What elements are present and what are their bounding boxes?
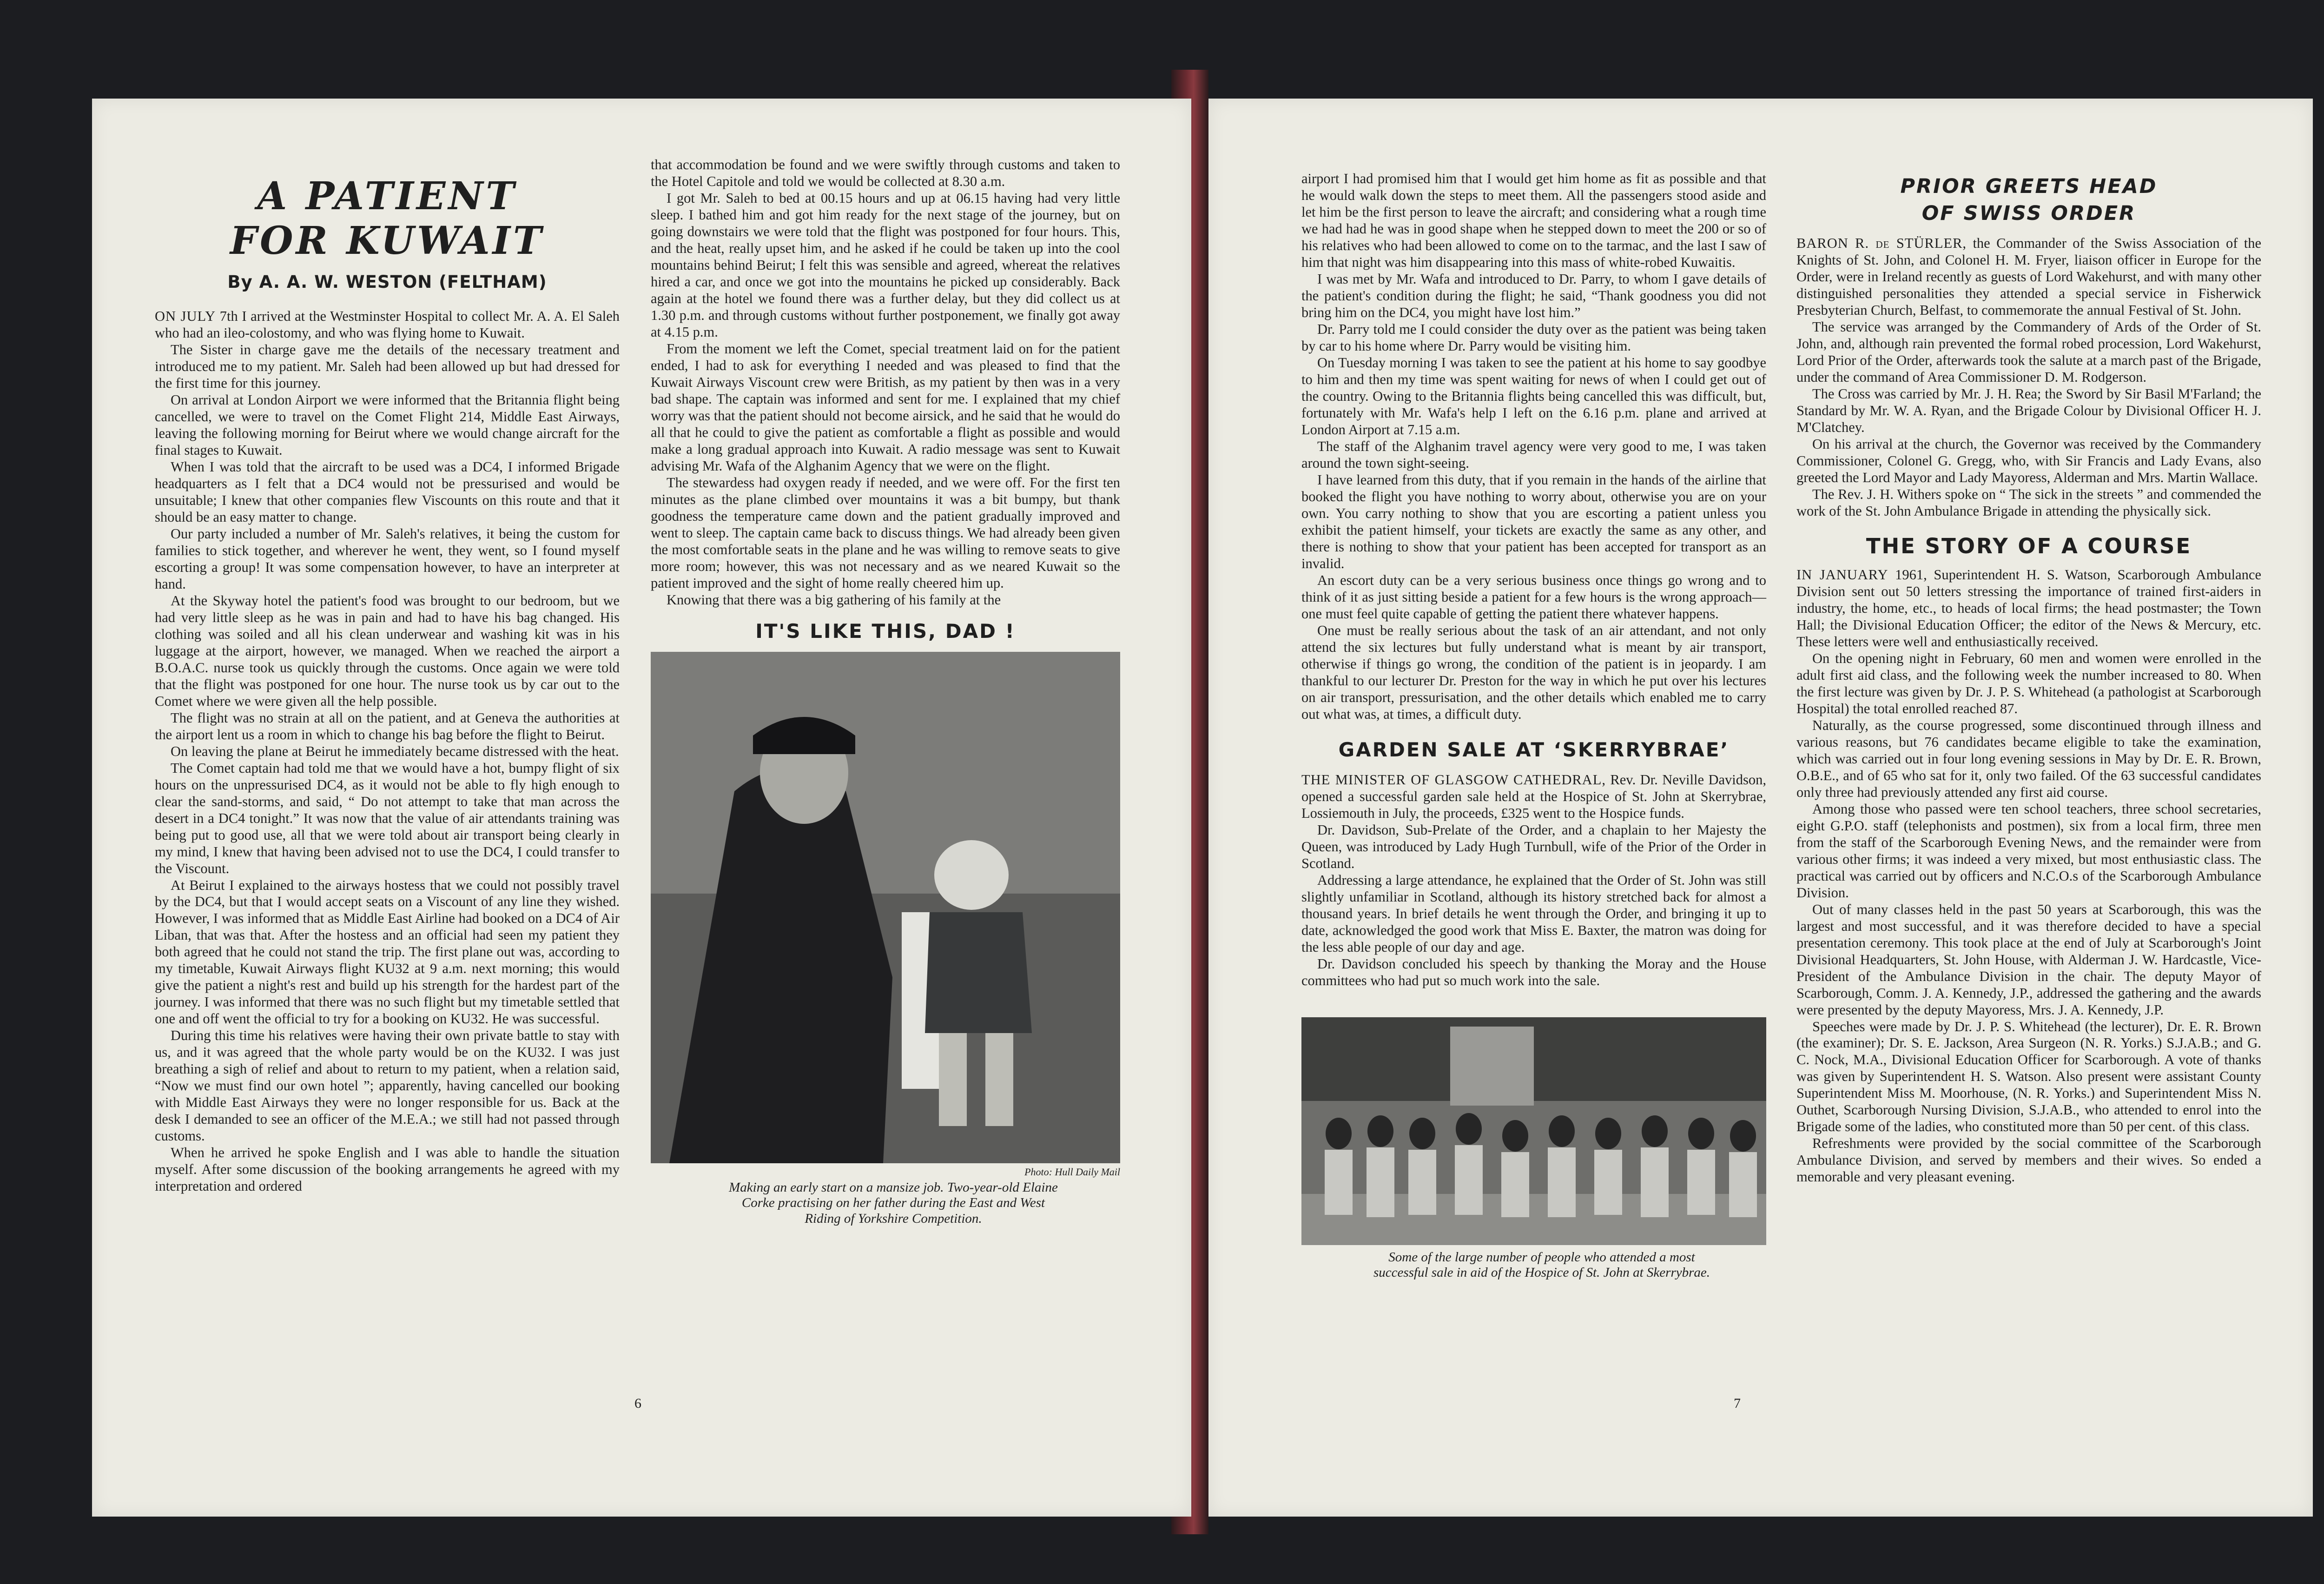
paragraph: I was met by Mr. Wafa and introduced to Dr. Parry, to whom I gave details of the patient's condition during the flight; he said, “Thank goodness you did not bring him on the DC4, you might have lost him.”	[1301, 271, 1766, 320]
paragraph: Dr. Davidson, Sub-Prelate of the Order, and a chaplain to her Majesty the Queen, was introduced by Lady Hugh Turnbull, wife of the Prior of the Order in Scotland.	[1301, 822, 1766, 871]
paragraph: Dr. Davidson concluded his speech by thanking the Moray and the House committees who had put so much work into the sale.	[1301, 955, 1766, 988]
paragraph: Dr. Parry told me I could consider the duty over as the patient was being taken by car to his home where Dr. Parry would be visiting him.	[1301, 321, 1766, 354]
article-title-line1: A PATIENT	[257, 174, 517, 219]
paragraph: During this time his relatives were having their own private battle to stay with us, and it was agreed that the whole party would be on the KU32. I was just breathing a sigh of relief and about to return to my patient, when a relation said, “Now we must find our own hotel ”; apparently, having cancelled our booking with Middle East Airways they were no longer responsible for us. Back at the desk I demanded to see an officer of the M.E.A.; we still had not passed through customs.	[155, 1027, 620, 1144]
lead-smallcaps: THE MINISTER OF GLASGOW CATHEDRAL,	[1301, 772, 1606, 788]
paragraph: An escort duty can be a very serious business once things go wrong and to think of it as just sitting beside a patient for a few hours is the wrong approach—one must feel quite capable of getting the patient there whatever happens.	[1301, 572, 1766, 622]
paragraph: Out of many classes held in the past 50 years at Scarborough, this was the largest and most successful, and it was therefore decided to have a special presentation ceremony. This took place at the end of July at Scarborough's Joint Divisional Headquarters, St. John House, with Alderman J. W. Hardcastle, Vice-President of the Ambulance Division in the chair. The deputy Mayor of Scarborough, Comm. J. A. Kennedy, J.P., addressed the gathering and the awards were presented by the deputy Mayoress, Mrs. J. A. Kennedy, J.P.	[1796, 901, 2261, 1018]
garden-photo-caption-line2: successful sale in aid of the Hospice of St. John at Skerrybrae.	[1373, 1265, 1710, 1280]
paragraph: One must be really serious about the task of an air attendant, and not only attend the six lectures but fully understand what is meant by air transport, otherwise if things go wrong, the condition of the patient is in jeopardy. I am thankful to our lecturer Dr. Preston for the way in which he put over his lectures on air transport, pressurisation, and the other details which enabled me to carry out what was, at times, a difficult duty.	[1301, 622, 1766, 722]
lead-smallcaps: ON JULY	[155, 308, 216, 325]
paragraph: Addressing a large attendance, he explained that the Order of St. John was still slightly unfamiliar in Scotland, although its history stretched back for almost a thousand years. In brief details he went through the Order, and bringing it up to date, acknowledged the good work that Miss E. Baxter, the matron was doing for the less able people of our day and age.	[1301, 872, 1766, 955]
paragraph: The Rev. J. H. Withers spoke on “ The sick in the streets ” and commended the work of the St. John Ambulance Brigade in attending the physically sick.	[1796, 486, 2261, 519]
paragraph: On Tuesday morning I was taken to see the patient at his home to say goodbye to him and then my time was spent waiting for news of when I could get out of the country. Owing to the Britannia flights being cancelled this was difficult, but, fortunately with Mr. Wafa's help I left on the 6.16 p.m. plane and arrived at London Airport at 7.15 a.m.	[1301, 354, 1766, 437]
left-column-1	[155, 175, 620, 1195]
paragraph: Speeches were made by Dr. J. P. S. Whitehead (the lecturer), Dr. E. R. Brown (the examiner); Dr. S. E. Jackson, Area Surgeon (N. R. Yorks.) S.J.A.B.; and G. C. Nock, M.A., Divisional Education Officer for Scarborough. A vote of thanks was given by Superintendent H. S. Watson. Also present were assistant County Superintendent Miss M. Moorhouse, (N. R. Yorks.) and Superintendent Miss N. Outhet, Scarborough Nursing Division, S.J.A.B., who attended to enrol into the Brigade some of the ladies, who constituted more than 50 per cent. of this class.	[1796, 1018, 2261, 1135]
paragraph: airport I had promised him that I would get him home as fit as possible and that he would walk down the steps to meet them. All the passengers stood aside and let him be the first person to leave the aircraft; and considering what a rough time we had had he was in good shape when he stepped down to meet the 200 or so of his relatives who had been allowed to come on to the tarmac, and the last I saw of him that night was him disappearing into this mass of white-robed Kuwaitis.	[1301, 171, 1766, 270]
paragraph: I got Mr. Saleh to bed at 00.15 hours and up at 06.15 having had very little sleep. I bathed him and got him ready for the next stage of the journey, but on going downstairs we were told that the flight was postponed for four hours. This, and the heat, really upset him, and he asked if he could be taken up into the cool mountains behind Beirut; I felt this was sensible and agreed, whereat the relatives hired a car, and once we got into the mountains he picked up considerably. Back again at the hotel we found there was a further delay, but they did collect us at 1.30 p.m. and through customs without further postponement, we finally got away at 4.15 p.m.	[651, 190, 1120, 340]
photo-caption-line1: Making an early start on a mansize job. Two-year-old Elaine	[729, 1180, 1058, 1195]
paragraph: THE MINISTER OF GLASGOW CATHEDRAL, Rev. Dr. Neville Davidson, opened a successful garden sale held at the Hospice of St. John at Skerrybrae, Lossiemouth in July, the proceeds, £325 went to the Hospice funds.	[1301, 772, 1766, 821]
paragraph: Naturally, as the course progressed, some discontinued through illness and various reasons, but 76 candidates became eligible to take the examination, which was carried out in four long evening sessions in May by Dr. E. R. Brown, O.B.E., and of 65 who sat for it, only two failed. Of the 63 successful candidates only three had previously attended any first aid course.	[1796, 717, 2261, 800]
paragraph: ON JULY 7th I arrived at the Westminster Hospital to collect Mr. A. A. El Saleh who had an ileo-colostomy, and who was flying home to Kuwait.	[155, 308, 620, 341]
photo-father-daughter	[651, 652, 1120, 1163]
story-course-heading: THE STORY OF A COURSE	[1866, 533, 2192, 558]
prior-greets-heading-line1: PRIOR GREETS HEAD	[1900, 175, 2158, 198]
lead-smallcaps: BARON R. de STÜRLER,	[1796, 235, 1967, 252]
paragraph: At the Skyway hotel the patient's food was brought to our bedroom, but we had very little sleep as he was in pain and had to have his bag changed. His clothing was soiled and all his clean underwear and washing kit was in his luggage at the airport, however, we managed. When we reached the airport a B.O.A.C. nurse took us quickly through the customs. Once again we were told that the flight was postponed for one hour. The nurse took us by car out to the Comet where we were given all the help possible.	[155, 592, 620, 709]
paragraph: On arrival at London Airport we were informed that the Britannia flight being cancelled, we were to travel on the Comet Flight 214, Middle East Airways, leaving the following morning for Beirut where we would change aircraft for the final stages to Kuwait.	[155, 391, 620, 458]
paragraph: The staff of the Alghanim travel agency were very good to me, I was taken around the town sight-seeing.	[1301, 438, 1766, 471]
photo-garden-sale-crowd	[1301, 1017, 1766, 1245]
photo-caption-line2: Corke practising on her father during the East and West	[741, 1195, 1045, 1211]
paragraph: When he arrived he spoke English and I was able to handle the situation myself. After some discussion of the booking arrangements he agreed with my interpretation and ordered	[155, 1145, 620, 1194]
paragraph: When I was told that the aircraft to be used was a DC4, I informed Brigade headquarters as I felt that a DC4 would not be pressurised and would be unsuitable; I knew that other companies flew Viscounts on this route and that it should be an easy matter to change.	[155, 458, 620, 525]
paragraph: The stewardess had oxygen ready if needed, and we were off. For the first ten minutes as the plane climbed over mountains it was a bit bumpy, but thank goodness the temperature came down and the patient gradually improved and went to sleep. The captain came back to discuss things. We had already been given the most comfortable seats in the plane and he was willing to remove seats to give more room; however, this was not necessary and as we neared Kuwait so the patient improved and the sight of home really cheered him up.	[651, 474, 1120, 591]
page-number-left: 6	[634, 1396, 641, 1411]
photo-caption-line3: Riding of Yorkshire Competition.	[805, 1211, 982, 1226]
paragraph: The service was arranged by the Commandery of Ards of the Order of St. John, and, although rain prevented the formal robed procession, Lord Wakehurst, Lord Prior of the Order, afterwards took the salute at a march past of the Brigade, under the command of Area Commissioner D. M. Rodgerson.	[1796, 319, 2261, 385]
paragraph: Our party included a number of Mr. Saleh's relatives, it being the custom for families to stick together, and wherever he went, they went, so I found myself escorting a group! It was some compensation however, to have an interpreter at hand.	[155, 525, 620, 592]
right-column-2	[1796, 173, 2261, 1186]
photo-crowd-illustration	[1301, 1017, 1766, 1245]
article-body-col1	[155, 308, 620, 1195]
left-column-2	[651, 157, 1120, 1226]
paragraph: On his arrival at the church, the Governor was received by the Commandery Commissioner, Colonel G. Gregg, who, with Sir Francis and Lady Evans, also greeted the Lord Mayor and Lady Mayoress, Alderman and Mrs. Martin Wallace.	[1796, 436, 2261, 485]
paragraph: Refreshments were provided by the social committee of the Scarborough Ambulance Division, and served by members and their wives. So ended a memorable and very pleasant evening.	[1796, 1135, 2261, 1185]
left-page	[92, 99, 1191, 1517]
paragraph: The flight was no strain at all on the patient, and at Geneva the authorities at the airport lent us a room in which to change his bag before the flight to Beirut.	[155, 709, 620, 742]
paragraph: The Cross was carried by Mr. J. H. Rea; the Sword by Sir Basil M'Farland; the Standard by Mr. W. A. Ryan, and the Brigade Colour by Divisional Officer H. J. M'Clatchey.	[1796, 385, 2261, 435]
paragraph: The Sister in charge gave me the details of the necessary treatment and introduced me to my patient. Mr. Saleh had been allowed up but had dressed for the first time for this journey.	[155, 342, 620, 391]
garden-photo-caption-line1: Some of the large number of people who attended a most	[1388, 1249, 1695, 1265]
prior-greets-heading-line2: OF SWISS ORDER	[1921, 202, 2136, 225]
right-page	[1208, 99, 2313, 1517]
paragraph: BARON R. de STÜRLER, the Commander of the Swiss Association of the Knights of St. John, and Colonel H. M. Fryer, liaison officer in Europe for the Order, were in Ireland recently as guests of Lord Wakehurst, and with many other distinguished personalities they attended a special service in Fisherwick Presbyterian Church, Belfast, to commemorate the annual Festival of St. John.	[1796, 235, 2262, 318]
paragraph: At Beirut I explained to the airways hostess that we could not possibly travel by the DC4, but that I would accept seats on a Viscount of any line they wished. However, I was informed that as Middle East Airline had booked on a DC4 of Air Liban, that was that. After the hostess and an official had seen my patient they both agreed that he could not stand the trip. The first plane out was, according to my timetable, Kuwait Airways flight KU32 at 9 a.m. next morning; this would give the patient a night's rest and build up his strength for the hardest part of the journey. I was informed that there was no such flight but my timetable settled that one and off went the official to try for a booking on KU32. He was successful.	[155, 877, 620, 1027]
paragraph: that accommodation be found and we were swiftly through customs and taken to the Hotel Capitole and told we would be collected at 8.30 a.m.	[651, 157, 1120, 189]
paragraph: The Comet captain had told me that we would have a hot, bumpy flight of six hours on the unpressurised DC4, as it would not be able to fly high enough to clear the sand-storms, and said, “ Do not attempt to take that man across the desert in a DC4 tonight.” It was now that the value of air attendants training was being put to good use, all that we were told about air transport being clearly in my mind, I knew that having been advised not to use the DC4, I could transfer to the Viscount.	[155, 760, 620, 876]
article-byline: By A. A. W. WESTON (FELTHAM)	[227, 272, 547, 292]
garden-sale-heading: GARDEN SALE AT ‘SKERRYBRAE’	[1338, 738, 1730, 762]
paragraph: On the opening night in February, 60 men and women were enrolled in the adult first aid class, and the following week the number increased to 80. When the first lecture was given by Dr. J. P. S. Whitehead (a pathologist at Scarborough Hospital) the total enrolled reached 87.	[1796, 650, 2261, 716]
photo-feature-heading: IT'S LIKE THIS, DAD !	[755, 619, 1016, 643]
lead-smallcaps: IN JANUARY	[1796, 566, 1888, 583]
paragraph: On leaving the plane at Beirut he immediately became distressed with the heat.	[171, 743, 619, 759]
photo-father-daughter-illustration	[651, 652, 1120, 1163]
paragraph: Knowing that there was a big gathering of his family at the	[667, 591, 1001, 608]
paragraph: From the moment we left the Comet, special treatment laid on for the patient ended, I had to ask for everything I needed and was pleased to find that the Kuwait Airways Viscount crew were British, as my patient by then was in a very bad shape. The captain was informed and sent for me. I explained that my chief worry was that the patient should not become airsick, and he said that he would do all that he could to give the patient as comfortable a flight as possible and would make a long gradual approach into Kuwait. A radio message was sent to Kuwait advising Mr. Wafa of the Alghanim Agency that we were on the flight.	[651, 340, 1120, 474]
paragraph: I have learned from this duty, that if you remain in the hands of the airline that booked the flight you have nothing to worry about, otherwise you are on your own. You carry nothing to show that you are escorting a patient unless you exhibit the patient himself, your tickets are exactly the same as any other, and there is nothing to show that your patient has been accepted for transport as an invalid.	[1301, 471, 1766, 571]
article-title-line2: FOR KUWAIT	[230, 219, 545, 264]
right-column-1	[1301, 171, 1766, 1281]
page-number-right: 7	[1734, 1396, 1741, 1411]
paragraph: IN JANUARY 1961, Superintendent H. S. Watson, Scarborough Ambulance Division sent out 50 letters stressing the importance of trained first-aiders in industry, the home, etc., to heads of local firms; the head postmaster; the Town Hall; the Divisional Education Officer; the editor of the News & Mercury, etc. These letters were well and enthusiastically received.	[1796, 566, 2262, 650]
photo-credit: Photo: Hull Daily Mail	[1024, 1166, 1120, 1178]
paragraph: Among those who passed were ten school teachers, three school secretaries, eight G.P.O. staff (telephonists and postmen), six from a local firm, three men from the staff of the Scarborough Evening News, and the remainder were from various other firms; it was indeed a very mixed, but most enthusiastic class. The practical was carried out by officers and N.C.O.s of the Scarborough Ambulance Division.	[1796, 801, 2261, 901]
